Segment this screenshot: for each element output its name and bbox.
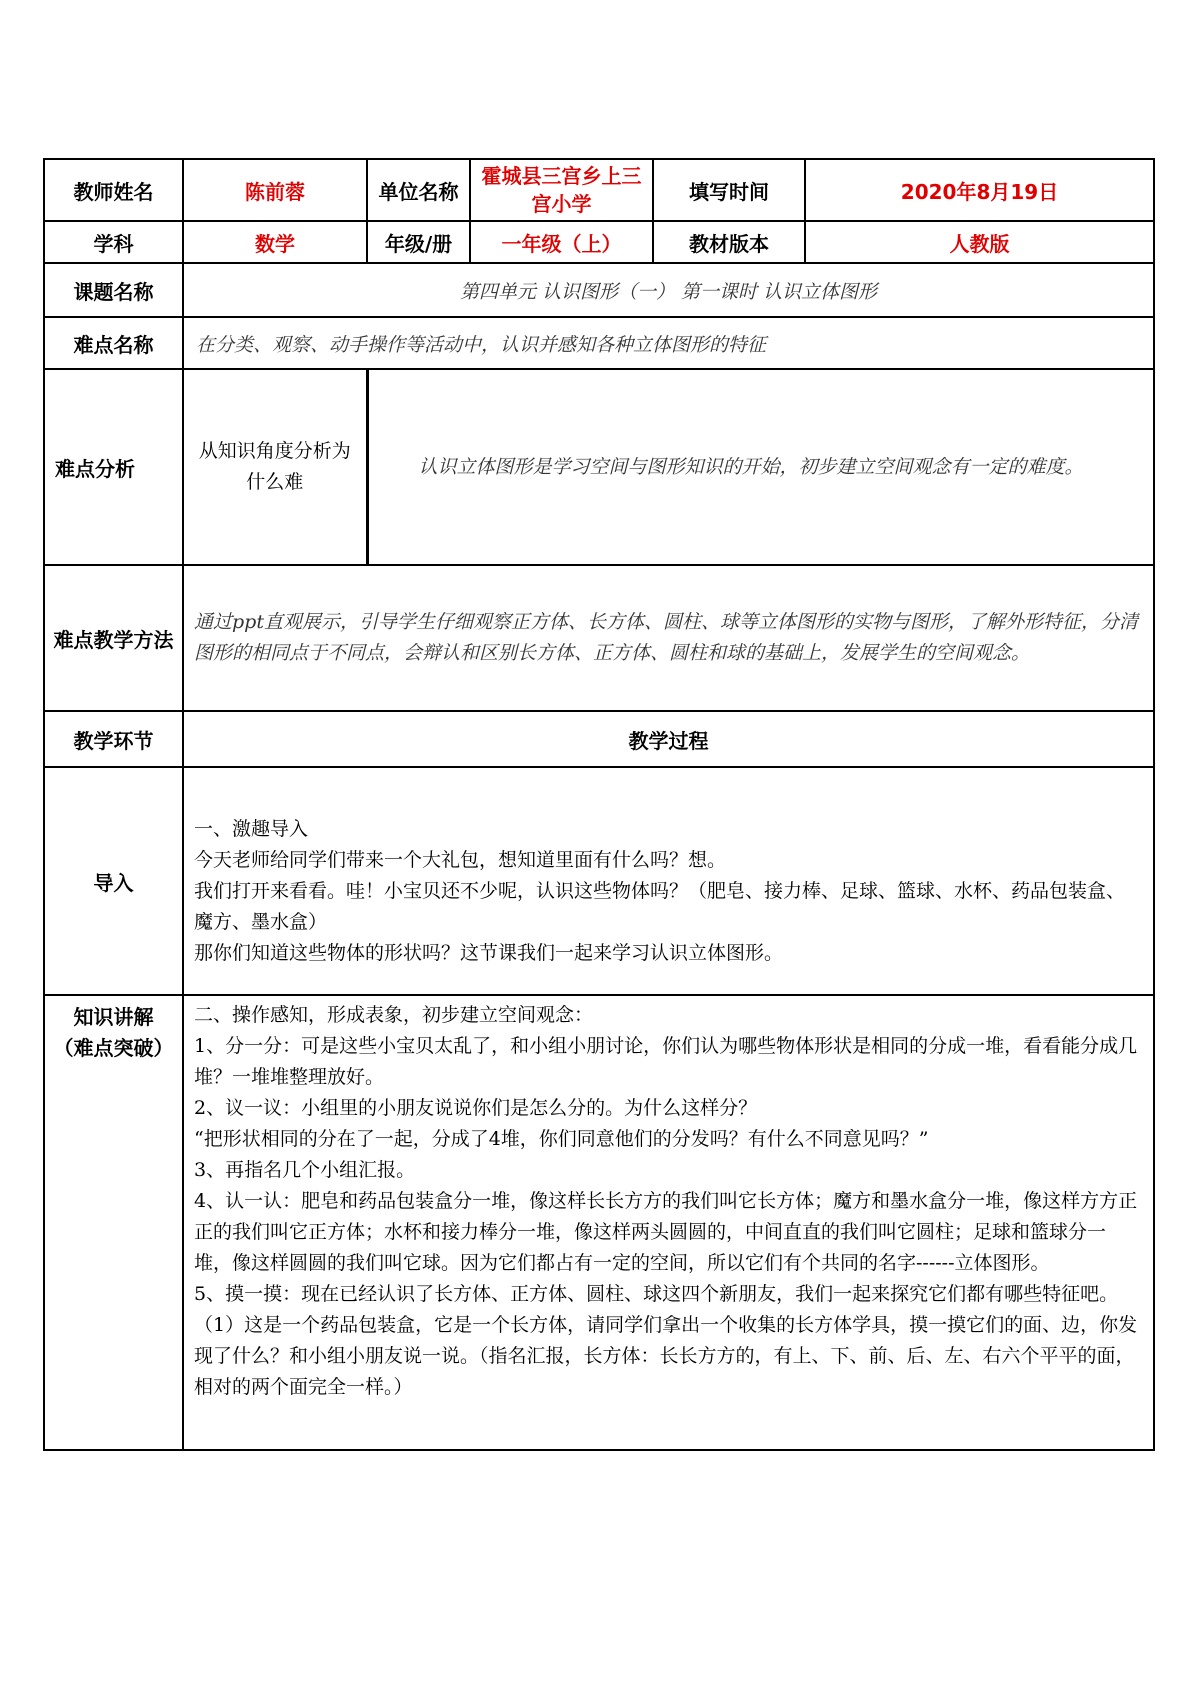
unit-label: 单位名称 [367,159,470,221]
unit-value: 霍城县三宫乡上三宫小学 [470,159,653,221]
knowledge-line: （1）这是一个药品包装盒，它是一个长方体，请同学们拿出一个收集的长方体学具，摸一摸它们的面、边，你发现了什么？和小组小朋友说一说。（指名汇报，长方体：长长方方的，有上、下、前、后、左、右六个平平的面，相对的两个面完全一样。） [194,1314,1138,1398]
knowledge-line: 5、摸一摸：现在已经认识了长方体、正方体、圆柱、球这四个新朋友，我们一起来探究它们都有哪些特征吧。 [194,1283,1119,1305]
edition-label: 教材版本 [653,221,805,263]
knowledge-line: 2、议一议：小组里的小朋友说说你们是怎么分的。为什么这样分？ [194,1097,758,1119]
analysis-sub-label: 从知识角度分析为什么难 [183,369,367,565]
analysis-label: 难点分析 [44,369,183,565]
intro-line: 今天老师给同学们带来一个大礼包，想知道里面有什么吗？想。 [194,848,727,871]
knowledge-line: 二、操作感知，形成表象，初步建立空间观念： [194,1004,594,1026]
intro-line: 一、激趣导入 [194,817,309,840]
knowledge-line: “把形状相同的分在了一起，分成了4堆，你们同意他们的分发吗？有什么不同意见吗？” [194,1128,929,1150]
lesson-plan-table [43,158,1153,1451]
difficulty-label: 难点名称 [44,317,183,369]
topic-label: 课题名称 [44,263,183,317]
analysis-value: 认识立体图形是学习空间与图形知识的开始，初步建立空间观念有一定的难度。 [367,369,1154,565]
topic-value: 第四单元 认识图形（一） 第一课时 认识立体图形 [183,263,1154,317]
method-label: 难点教学方法 [44,565,183,711]
intro-line: 我们打开来看看。哇！小宝贝还不少呢，认识这些物体吗？（肥皂、接力棒、足球、篮球、水杯、药品包装盒、魔方、墨水盒） [194,879,1126,933]
grade-value: 一年级（上） [470,221,653,263]
date-label: 填写时间 [653,159,805,221]
method-value: 通过ppt直观展示，引导学生仔细观察正方体、长方体、圆柱、球等立体图形的实物与图形，了解外形特征，分清图形的相同点于不同点，会辩认和区别长方体、正方体、圆柱和球的基础上，发展学生的空间观念。 [183,565,1154,711]
grade-label: 年级/册 [367,221,470,263]
knowledge-line: 4、认一认：肥皂和药品包装盒分一堆，像这样长长方方的我们叫它长方体；魔方和墨水盒分一堆，像这样方方正正的我们叫它正方体；水杯和接力棒分一堆，像这样两头圆圆的，中间直直的我们叫它圆柱；足球和篮球分一堆，像这样圆圆的我们叫它球。因为它们都占有一定的空间，所以它们有个共同的名字------立体图形。 [194,1190,1138,1274]
knowledge-line: 3、再指名几个小组汇报。 [194,1159,416,1181]
subject-label: 学科 [44,221,183,263]
intro-line: 那你们知道这些物体的形状吗？这节课我们一起来学习认识立体图形。 [194,941,784,964]
difficulty-value: 在分类、观察、动手操作等活动中，认识并感知各种立体图形的特征 [183,317,1154,369]
process-header-value: 教学过程 [183,711,1154,767]
knowledge-label [44,995,183,1450]
knowledge-line: 1、分一分：可是这些小宝贝太乱了，和小组小朋讨论，你们认为哪些物体形状是相同的分成一堆，看看能分成几堆？一堆堆整理放好。 [194,1035,1138,1088]
teacher-label: 教师姓名 [44,159,183,221]
intro-content [183,767,1154,995]
teacher-value: 陈前蓉 [183,159,367,221]
knowledge-label-line1: 知识讲解 [73,1005,154,1029]
edition-value: 人教版 [805,221,1154,263]
knowledge-content [183,995,1154,1450]
date-value: 2020年8月19日 [805,159,1154,221]
knowledge-label-line2: （难点突破） [53,1036,174,1060]
subject-value: 数学 [183,221,367,263]
process-header-label: 教学环节 [44,711,183,767]
intro-label: 导入 [44,767,183,995]
